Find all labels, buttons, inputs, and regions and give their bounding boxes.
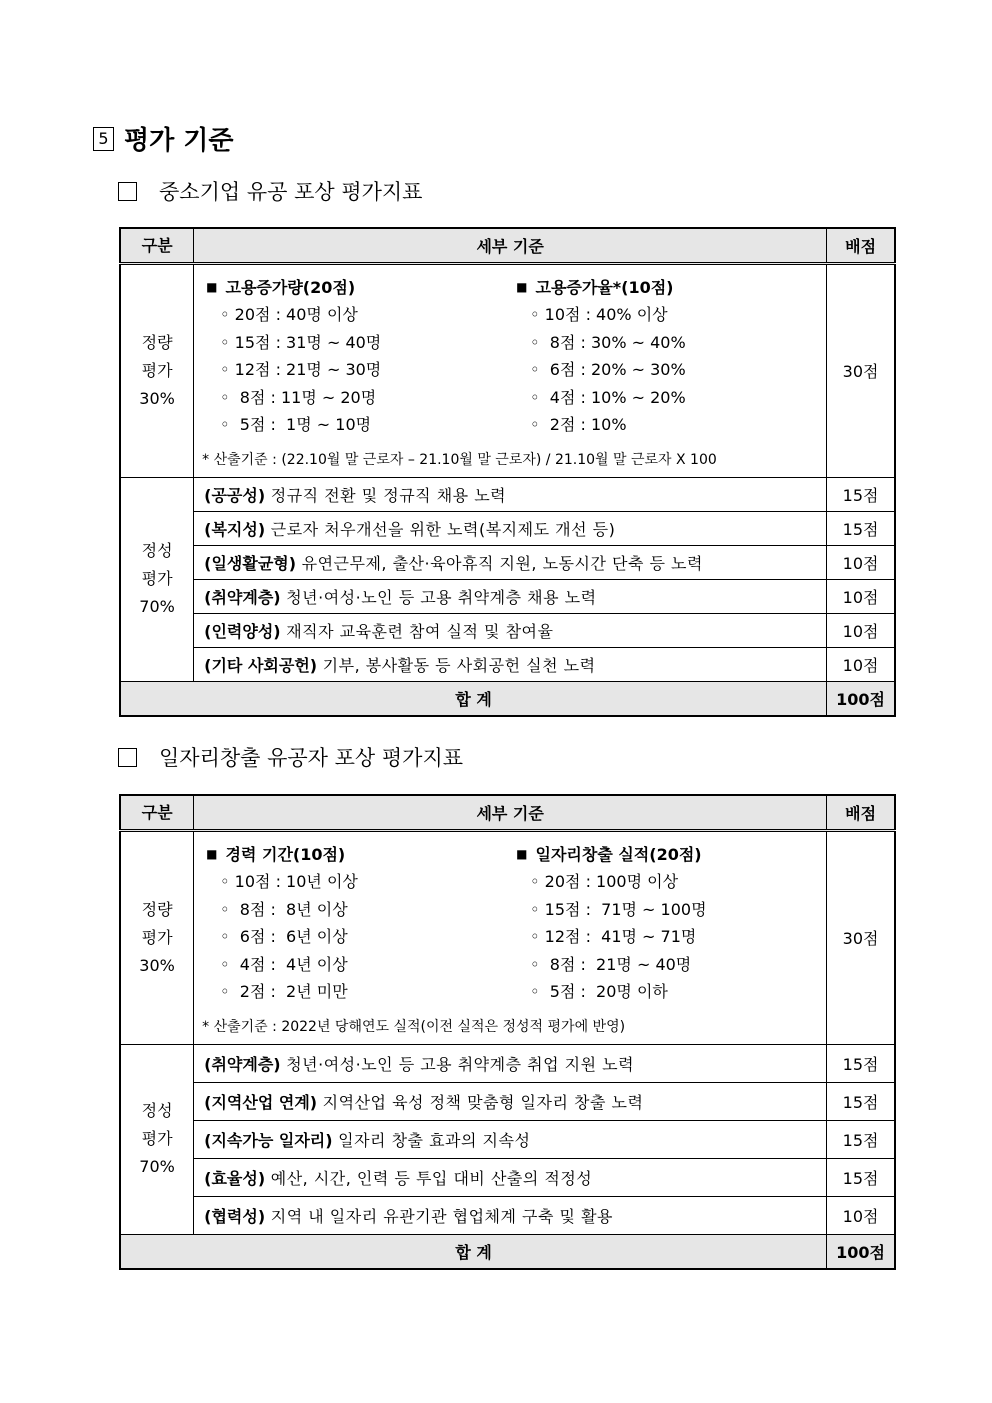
checkbox-square-icon bbox=[118, 748, 137, 767]
table2 bbox=[119, 794, 896, 1270]
header-category: 구분 bbox=[120, 228, 194, 264]
row-score: 10점 bbox=[827, 545, 895, 579]
section-number: 5 bbox=[93, 127, 114, 151]
quant-left-column: ■ 고용증가량(20점) ◦ 20점 : 40명 이상 ◦ 15점 : 31명 ~ 40명 ◦ 12점 : 21명 ~ 30명 ◦ 8점 : 11명 ~ 20명 ◦ 5점 : 1명 ~ 10명 bbox=[206, 273, 516, 439]
calc-note: * 산출기준 : 2022년 당해연도 실적(이전 실적은 정성적 평가에 반영) bbox=[202, 1018, 626, 1035]
row-score: 15점 bbox=[827, 1120, 895, 1158]
quant-score: 30점 bbox=[827, 264, 895, 478]
row-score: 10점 bbox=[827, 579, 895, 613]
row-score: 10점 bbox=[827, 1196, 895, 1234]
total-score: 100점 bbox=[827, 681, 895, 716]
quant-score: 30점 bbox=[827, 831, 895, 1045]
table-row: (공공성) 정규직 전환 및 정규직 채용 노력 bbox=[194, 477, 827, 511]
table-row: (취약계층) 청년·여성·노인 등 고용 취약계층 채용 노력 bbox=[194, 579, 827, 613]
row-score: 15점 bbox=[827, 477, 895, 511]
section-heading bbox=[93, 120, 234, 157]
row-score: 10점 bbox=[827, 613, 895, 647]
list-item: ◦ 8점 : 21명 ~ 40명 bbox=[530, 954, 692, 974]
qual-category: 정성 평가 70% bbox=[120, 477, 194, 681]
list-item: ◦ 8점 : 11명 ~ 20명 bbox=[220, 387, 377, 407]
row-score: 15점 bbox=[827, 511, 895, 545]
table-row: (지역산업 연계) 지역산업 육성 정책 맞춤형 일자리 창출 노력 bbox=[194, 1082, 827, 1120]
table-row: (협력성) 지역 내 일자리 유관기관 협업체계 구축 및 활용 bbox=[194, 1196, 827, 1234]
list-item: ◦ 5점 : 1명 ~ 10명 bbox=[220, 415, 372, 434]
list-item: ◦ 8점 : 8년 이상 bbox=[220, 899, 348, 919]
list-item: ◦ 8점 : 30% ~ 40% bbox=[530, 332, 686, 352]
list-item: ◦ 15점 : 71명 ~ 100명 bbox=[530, 899, 707, 919]
quant-right-column: ■ 일자리창출 실적(20점) ◦ 20점 : 100명 이상 ◦ 15점 : 71명 ~ 100명 ◦ 12점 : 41명 ~ 71명 ◦ 8점 : 21명 ~ 40명 ◦ 5점 : 20명 이하 bbox=[516, 840, 826, 1006]
table1-subtitle: 중소기업 유공 포상 평가지표 bbox=[118, 176, 422, 206]
total-label: 합 계 bbox=[120, 681, 827, 716]
quant-criteria bbox=[194, 831, 827, 1045]
list-item: ◦ 4점 : 4년 이상 bbox=[220, 954, 348, 974]
list-item: ◦ 15점 : 31명 ~ 40명 bbox=[220, 332, 382, 352]
list-item: ◦ 5점 : 20명 이하 bbox=[530, 982, 668, 1001]
header-score: 배점 bbox=[827, 795, 895, 831]
total-label: 합 계 bbox=[120, 1234, 827, 1269]
table2-subtitle: 일자리창출 유공자 포상 평가지표 bbox=[118, 742, 463, 772]
header-criteria: 세부 기준 bbox=[194, 228, 827, 264]
quant-criteria bbox=[194, 264, 827, 478]
calc-note: * 산출기준 : (22.10월 말 근로자 – 21.10월 말 근로자) / 21.10월 말 근로자 X 100 bbox=[202, 451, 717, 468]
black-square-icon: ■ bbox=[206, 280, 218, 294]
row-score: 15점 bbox=[827, 1082, 895, 1120]
black-square-icon: ■ bbox=[516, 280, 528, 294]
table-row: (일생활균형) 유연근무제, 출산·육아휴직 지원, 노동시간 단축 등 노력 bbox=[194, 545, 827, 579]
list-item: ◦ 20점 : 40명 이상 bbox=[220, 305, 358, 324]
list-item: ◦ 2점 : 2년 미만 bbox=[220, 982, 348, 1001]
table-row: (효율성) 예산, 시간, 인력 등 투입 대비 산출의 적정성 bbox=[194, 1158, 827, 1196]
row-score: 15점 bbox=[827, 1158, 895, 1196]
table-row: (복지성) 근로자 처우개선을 위한 노력(복지제도 개선 등) bbox=[194, 511, 827, 545]
checkbox-square-icon bbox=[118, 182, 137, 201]
list-item: ◦ 2점 : 10% bbox=[530, 415, 627, 434]
black-square-icon: ■ bbox=[516, 847, 528, 861]
list-item: ◦ 6점 : 6년 이상 bbox=[220, 927, 348, 946]
list-item: ◦ 4점 : 10% ~ 20% bbox=[530, 387, 686, 407]
list-item: ◦ 12점 : 41명 ~ 71명 bbox=[530, 927, 697, 946]
header-criteria: 세부 기준 bbox=[194, 795, 827, 831]
list-item: ◦ 10점 : 40% 이상 bbox=[530, 305, 668, 324]
total-score: 100점 bbox=[827, 1234, 895, 1269]
table-row: (기타 사회공헌) 기부, 봉사활동 등 사회공헌 실천 노력 bbox=[194, 647, 827, 681]
quant-right-column: ■ 고용증가율*(10점) ◦ 10점 : 40% 이상 ◦ 8점 : 30% ~ 40% ◦ 6점 : 20% ~ 30% ◦ 4점 : 10% ~ 20% ◦ 2점 : 10% bbox=[516, 273, 826, 439]
list-item: ◦ 12점 : 21명 ~ 30명 bbox=[220, 360, 382, 379]
table1 bbox=[119, 227, 896, 717]
section-title: 평가 기준 bbox=[124, 126, 234, 156]
header-category: 구분 bbox=[120, 795, 194, 831]
list-item: ◦ 20점 : 100명 이상 bbox=[530, 872, 679, 891]
row-score: 15점 bbox=[827, 1044, 895, 1082]
quant-left-column: ■ 경력 기간(10점) ◦ 10점 : 10년 이상 ◦ 8점 : 8년 이상 ◦ 6점 : 6년 이상 ◦ 4점 : 4년 이상 ◦ 2점 : 2년 미만 bbox=[206, 840, 516, 1006]
list-item: ◦ 10점 : 10년 이상 bbox=[220, 872, 358, 891]
row-score: 10점 bbox=[827, 647, 895, 681]
header-score: 배점 bbox=[827, 228, 895, 264]
quant-category: 정량 평가 30% bbox=[120, 831, 194, 1045]
table-row: (취약계층) 청년·여성·노인 등 고용 취약계층 취업 지원 노력 bbox=[194, 1044, 827, 1082]
qual-category: 정성 평가 70% bbox=[120, 1044, 194, 1234]
black-square-icon: ■ bbox=[206, 847, 218, 861]
table-row: (지속가능 일자리) 일자리 창출 효과의 지속성 bbox=[194, 1120, 827, 1158]
list-item: ◦ 6점 : 20% ~ 30% bbox=[530, 360, 686, 379]
table-row: (인력양성) 재직자 교육훈련 참여 실적 및 참여율 bbox=[194, 613, 827, 647]
quant-category: 정량 평가 30% bbox=[120, 264, 194, 478]
